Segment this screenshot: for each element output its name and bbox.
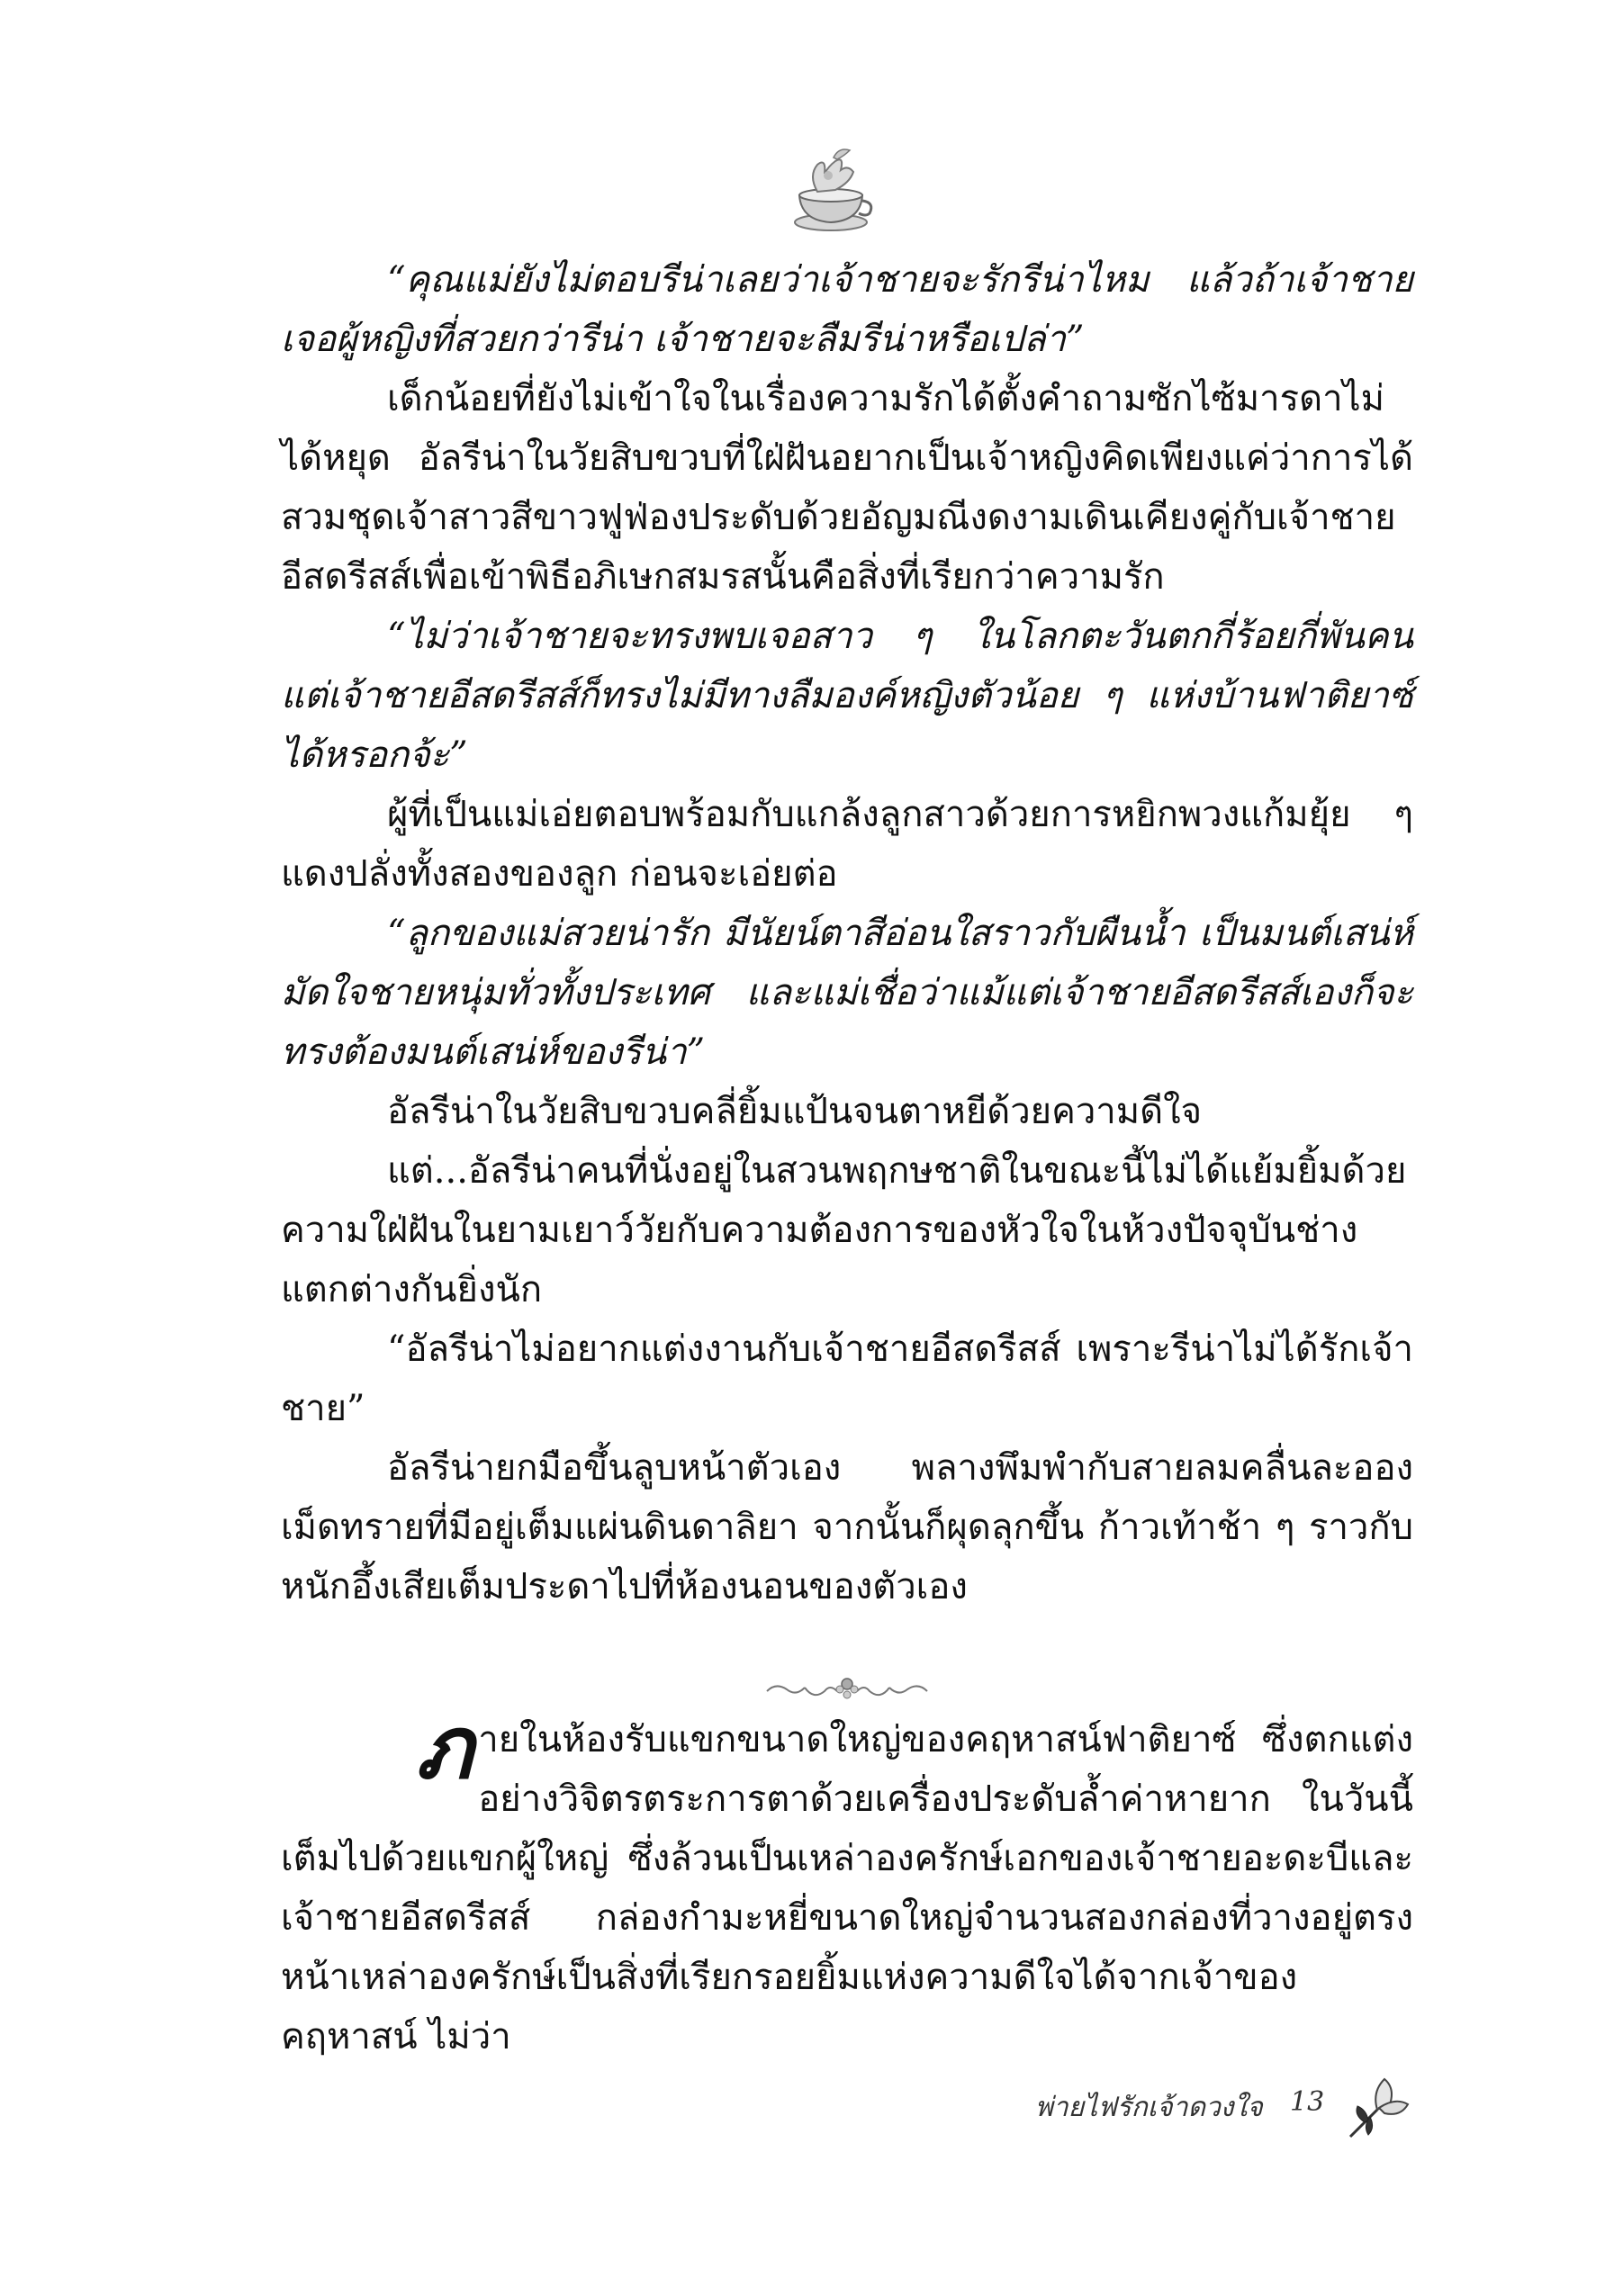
paragraph: แต่...อัลรีน่าคนที่นั่งอยู่ในสวนพฤกษชาติในขณะนี้ไม่ได้แย้มยิ้มด้วย ความใฝ่ฝันในยามเยาว์วัยกับความต้องการของหัวใจในห้วงปัจจุบันช่างแตกต่างกันยิ่งนัก — [281, 1150, 1407, 1310]
paragraph: อัลรีน่ายกมือขึ้นลูบหน้าตัวเอง พลางพึมพำกับสายลมคลื่นละอองเม็ดทรายที่มีอยู่เต็มแผ่นดินดาลิยา จากนั้นก็ผุดลุกขึ้น ก้าวเท้าช้า ๆ ราวกับหนักอึ้งเสียเต็มประดาไปที่ห้องนอนของตัวเอง — [281, 1447, 1413, 1607]
flower-icon — [1341, 2070, 1415, 2144]
drop-cap: ภ — [416, 1697, 473, 1798]
paragraph-text: ายในห้องรับแขกขนาดใหญ่ของคฤหาสน์ฟาติยาซ์ ซึ่งตกแต่งอย่างวิจิตรตระการตาด้วยเครื่องประดับล้ำค่าหายาก ในวันนี้เต็มไปด้วยแขกผู้ใหญ่ ซึ่งล้วนเป็นเหล่าองครักษ์เอกของเจ้าชายอะดะบีและเจ้าชายอีสดรีสส์ กล่องกำมะหยี่ขนาดใหญ่จำนวนสองกล่องที่วางอยู่ตรงหน้าเหล่าองครักษ์เป็นสิ่งที่เรียกรอยยิ้มแห่งความดีใจได้จากเจ้าของคฤหาสน์ ไม่ว่า — [281, 1719, 1413, 2057]
book-title: พ่ายไฟรักเจ้าดวงใจ — [1035, 2092, 1263, 2123]
page-footer — [1035, 2070, 1440, 2142]
paragraph: เด็กน้อยที่ยังไม่เข้าใจในเรื่องความรักได้ตั้งคำถามซักไซ้มารดาไม่ได้หยุด อัลรีน่าในวัยสิบขวบที่ใฝ่ฝันอยากเป็นเจ้าหญิงคิดเพียงแค่ว่าการได้สวมชุดเจ้าสาวสีขาวฟูฟ่องประดับด้วยอัญมณีงดงามเดินเคียงคู่กับเจ้าชายอีสดรีสส์เพื่อเข้าพิธีอภิเษกสมรสนั้นคือสิ่งที่เรียกว่าความรัก — [281, 378, 1413, 598]
paragraph: “คุณแม่ยังไม่ตอบรีน่าเลยว่าเจ้าชายจะรักรีน่าไหม แล้วถ้าเจ้าชายเจอผู้หญิงที่สวยกว่ารีน่า เจ้าชายจะลืมรีน่าหรือเปล่า” — [281, 259, 1413, 360]
page-number: 13 — [1290, 2086, 1325, 2118]
paragraph: “ไม่ว่าเจ้าชายจะทรงพบเจอสาว ๆ ในโลกตะวันตกกี่ร้อยกี่พันคน แต่เจ้าชายอีสดรีสส์ก็ทรงไม่มีทางลืมองค์หญิงตัวน้อย ๆ แห่งบ้านฟาติยาซ์ได้หรอกจ้ะ” — [281, 616, 1413, 776]
story-section-2 — [281, 1697, 1413, 2066]
paragraph: อัลรีน่าในวัยสิบขวบคลี่ยิ้มแป้นจนตาหยีด้วยความดีใจ — [387, 1091, 1203, 1132]
teacup-with-flowers-icon — [781, 140, 880, 243]
paragraph: “ลูกของแม่สวยน่ารัก มีนัยน์ตาสีอ่อนใสราวกับผืนน้ำ เป็นมนต์เสน่ห์มัดใจชายหนุ่มทั่วทั้งประเทศ และแม่เชื่อว่าแม้แต่เจ้าชายอีสดรีสส์เองก็จะทรงต้องมนต์เสน่ห์ของรีน่า” — [281, 913, 1413, 1073]
story-section-1 — [281, 250, 1413, 1616]
floral-scroll-divider-icon — [758, 1670, 936, 1707]
paragraph-with-dropcap — [281, 1697, 1413, 2066]
paragraph: ผู้ที่เป็นแม่เอ่ยตอบพร้อมกับแกล้งลูกสาวด้วยการหยิกพวงแก้มยุ้ย ๆ แดงปลั่งทั้งสองของลูก ก่อนจะเอ่ยต่อ — [281, 794, 1413, 895]
paragraph: “อัลรีน่าไม่อยากแต่งงานกับเจ้าชายอีสดรีสส์ เพราะรีน่าไม่ได้รักเจ้าชาย” — [281, 1328, 1413, 1429]
